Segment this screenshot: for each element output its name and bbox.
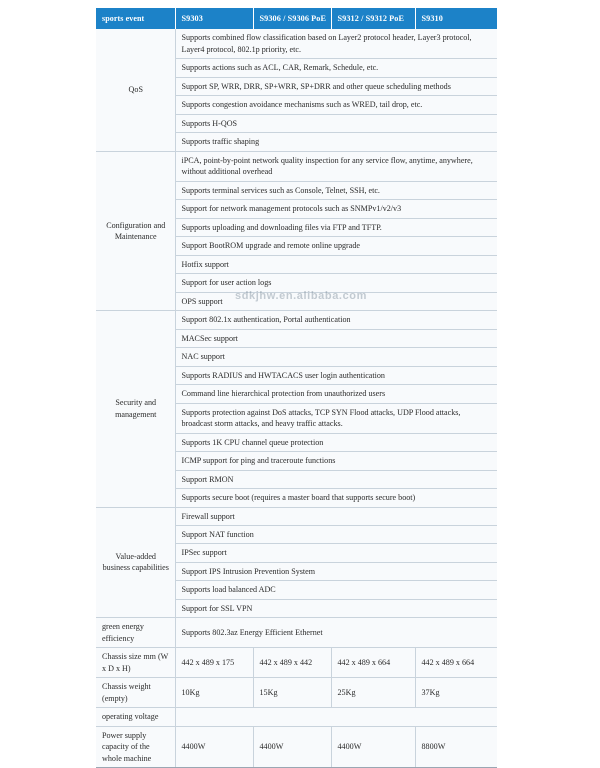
header-cell-s9310: S9310 bbox=[415, 8, 497, 29]
feature-cell: Supports combined flow classification based on Layer2 protocol header, Layer3 protocol, Layer4 protocol, 802.1p priority, etc. bbox=[175, 29, 497, 58]
table-row bbox=[96, 29, 497, 58]
feature-cell: Supports RADIUS and HWTACACS user login authentication bbox=[175, 366, 497, 384]
feature-cell: Supports terminal services such as Console, Telnet, SSH, etc. bbox=[175, 181, 497, 199]
feature-cell: Support IPS Intrusion Prevention System bbox=[175, 562, 497, 580]
group-label-qos: QoS bbox=[96, 29, 175, 151]
feature-cell: NAC support bbox=[175, 348, 497, 366]
feature-cell: Supports H-QOS bbox=[175, 114, 497, 132]
table-row bbox=[96, 678, 497, 708]
spec-value-chassis-size-s9310: 442 x 489 x 664 bbox=[415, 648, 497, 678]
table-row bbox=[96, 708, 497, 726]
feature-cell: OPS support bbox=[175, 292, 497, 310]
header-row bbox=[96, 8, 497, 29]
feature-cell: Hotfix support bbox=[175, 255, 497, 273]
feature-cell: Supports 1K CPU channel queue protection bbox=[175, 433, 497, 451]
table-row bbox=[96, 151, 497, 181]
feature-cell: Supports load balanced ADC bbox=[175, 581, 497, 599]
header-cell-label: sports event bbox=[96, 8, 175, 29]
group-label-configuration-and-maintenance: Configuration and Maintenance bbox=[96, 151, 175, 310]
feature-cell: Supports protection against DoS attacks, TCP SYN Flood attacks, UDP Flood attacks, broadcast storm attacks, and heavy traffic attacks. bbox=[175, 403, 497, 433]
spec-label-chassis-weight: Chassis weight (empty) bbox=[96, 678, 175, 708]
feature-cell: IPSec support bbox=[175, 544, 497, 562]
spec-label-operating-voltage: operating voltage bbox=[96, 708, 175, 726]
feature-cell: Supports congestion avoidance mechanisms such as WRED, tail drop, etc. bbox=[175, 96, 497, 114]
spec-value-green-energy-efficiency: Supports 802.3az Energy Efficient Ethernet bbox=[175, 618, 497, 648]
feature-cell: Firewall support bbox=[175, 507, 497, 525]
switch-specification-table bbox=[96, 8, 497, 768]
table-header bbox=[96, 8, 497, 29]
spec-label-power-supply-capacity: Power supply capacity of the whole machine bbox=[96, 726, 175, 767]
table-row bbox=[96, 618, 497, 648]
feature-cell: Support NAT function bbox=[175, 525, 497, 543]
feature-cell: Supports uploading and downloading files via FTP and TFTP. bbox=[175, 218, 497, 236]
group-label-value-added-business-capabilities: Value-added business capabilities bbox=[96, 507, 175, 618]
header-cell-s9306: S9306 / S9306 PoE bbox=[253, 8, 331, 29]
spec-label-chassis-size: Chassis size mm (W x D x H) bbox=[96, 648, 175, 678]
feature-cell: Support SP, WRR, DRR, SP+WRR, SP+DRR and other queue scheduling methods bbox=[175, 77, 497, 95]
feature-cell: Support for SSL VPN bbox=[175, 599, 497, 617]
group-label-security-and-management: Security and management bbox=[96, 311, 175, 507]
spec-value-chassis-weight-s9303: 10Kg bbox=[175, 678, 253, 708]
feature-cell: Command line hierarchical protection from unauthorized users bbox=[175, 385, 497, 403]
spec-value-power-supply-s9312: 4400W bbox=[331, 726, 415, 767]
spec-value-chassis-size-s9303: 442 x 489 x 175 bbox=[175, 648, 253, 678]
feature-cell: Support BootROM upgrade and remote online upgrade bbox=[175, 237, 497, 255]
table-row bbox=[96, 507, 497, 525]
spec-label-green-energy-efficiency: green energy efficiency bbox=[96, 618, 175, 648]
table-row bbox=[96, 726, 497, 767]
feature-cell: Support 802.1x authentication, Portal authentication bbox=[175, 311, 497, 329]
spec-value-chassis-weight-s9310: 37Kg bbox=[415, 678, 497, 708]
header-cell-s9303: S9303 bbox=[175, 8, 253, 29]
spec-value-chassis-size-s9312: 442 x 489 x 664 bbox=[331, 648, 415, 678]
feature-cell: MACSec support bbox=[175, 329, 497, 347]
spec-value-chassis-weight-s9306: 15Kg bbox=[253, 678, 331, 708]
table-body bbox=[96, 29, 497, 767]
spec-value-power-supply-s9303: 4400W bbox=[175, 726, 253, 767]
feature-cell: ICMP support for ping and traceroute functions bbox=[175, 452, 497, 470]
watermark-text: sdkjhw.en.alibaba.com bbox=[234, 290, 367, 302]
feature-cell: Supports actions such as ACL, CAR, Remark, Schedule, etc. bbox=[175, 59, 497, 77]
spec-value-operating-voltage bbox=[175, 708, 497, 726]
spec-table-container bbox=[96, 8, 497, 768]
spec-value-chassis-size-s9306: 442 x 489 x 442 bbox=[253, 648, 331, 678]
table-row bbox=[96, 311, 497, 329]
feature-cell: Supports secure boot (requires a master board that supports secure boot) bbox=[175, 489, 497, 507]
table-row bbox=[96, 648, 497, 678]
spec-value-power-supply-s9310: 8800W bbox=[415, 726, 497, 767]
feature-cell: Support RMON bbox=[175, 470, 497, 488]
spec-value-chassis-weight-s9312: 25Kg bbox=[331, 678, 415, 708]
feature-cell: Support for network management protocols such as SNMPv1/v2/v3 bbox=[175, 200, 497, 218]
feature-cell: Supports traffic shaping bbox=[175, 133, 497, 151]
spec-value-power-supply-s9306: 4400W bbox=[253, 726, 331, 767]
feature-cell: Support for user action logs bbox=[175, 274, 497, 292]
feature-cell: iPCA, point-by-point network quality inspection for any service flow, anytime, anywhere, without additional overhead bbox=[175, 151, 497, 181]
header-cell-s9312: S9312 / S9312 PoE bbox=[331, 8, 415, 29]
